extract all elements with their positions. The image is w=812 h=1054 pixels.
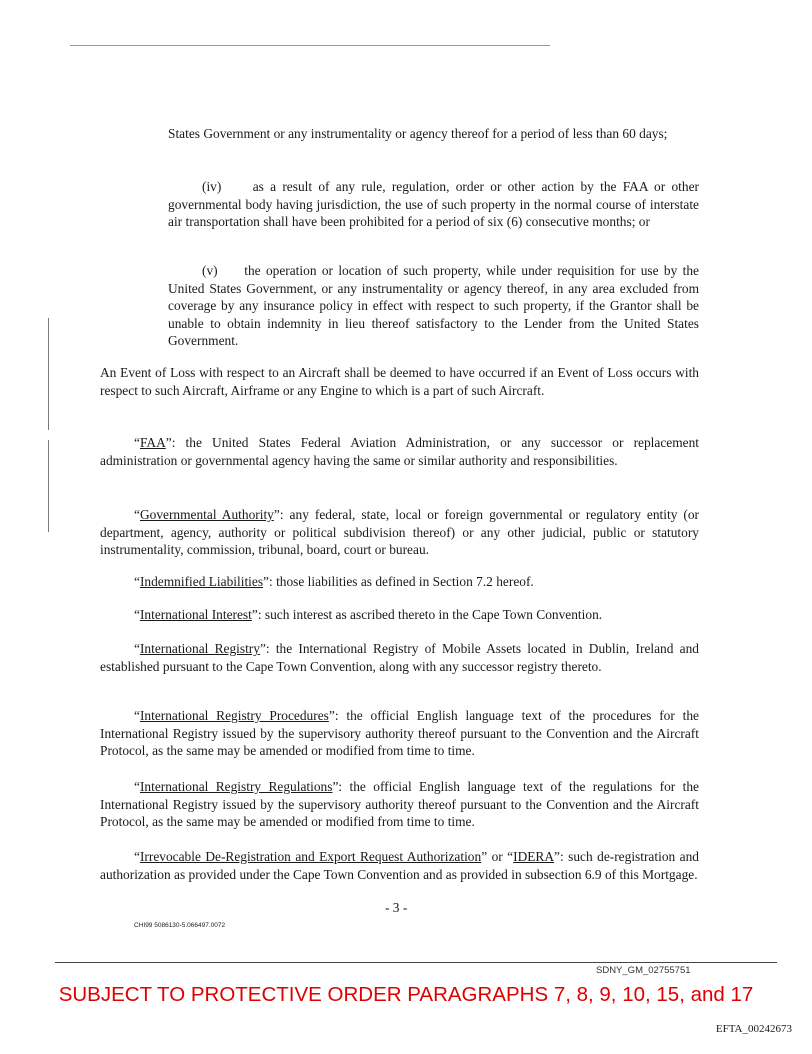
list-item-number: (v) bbox=[202, 263, 218, 278]
continued-paragraph bbox=[168, 125, 699, 143]
defined-term: FAA bbox=[139, 435, 166, 450]
definition-governmental-authority: “Governmental Authority”: any federal, state, local or foreign governmental or regulatory entity (or department, agency, authority or political subdivision thereof) or any other judicial, public or statutory instrumentality, commission, tribunal, board, court or bureau. bbox=[100, 507, 699, 558]
defined-term: International Interest bbox=[139, 607, 252, 622]
list-item-text: (v) the operation or location of such property, while under requisition for use by the United States Government, or any instrumentality or agency thereof, in any area excluded from coverage by any insurance policy in effect with respect to such property, if the Grantor shall be unable to obtain indemnity in lieu thereof satisfactory to the Lender from the United States Government. bbox=[168, 263, 699, 349]
document-id: CHI99 5086130-5.066497.0072 bbox=[134, 922, 226, 929]
definition-international-interest: “International Interest”: such interest as ascribed thereto in the Cape Town Convention. bbox=[134, 607, 603, 622]
list-item-number: (iv) bbox=[202, 179, 222, 194]
definition-international-registry: “International Registry”: the International Registry of Mobile Assets located in Dublin, Ireland and established pursuant to the Cape Town Convention, along with any successor registry thereto. bbox=[100, 641, 699, 674]
bottom-rule bbox=[55, 962, 777, 963]
defined-term: Governmental Authority bbox=[139, 507, 274, 522]
defined-term: International Registry Procedures bbox=[139, 708, 329, 723]
page-number: - 3 - bbox=[385, 900, 408, 915]
definition-indemnified-liabilities: “Indemnified Liabilities”: those liabilities as defined in Section 7.2 hereof. bbox=[134, 574, 534, 589]
definition-faa: “FAA”: the United States Federal Aviation Administration, or any successor or replacement administration or governmental agency having the same or similar authority and responsibilities. bbox=[100, 435, 699, 468]
top-rule bbox=[70, 45, 550, 46]
list-item-v bbox=[168, 262, 699, 350]
definition-idera: “Irrevocable De-Registration and Export Request Authorization” or “IDERA”: such de-registration and authorization as provided under the Cape Town Convention and as provided in subsection 6.9 of this Mortgage. bbox=[100, 849, 699, 882]
protective-order-banner: SUBJECT TO PROTECTIVE ORDER PARAGRAPHS 7, 8, 9, 10, 15, and 17 bbox=[58, 983, 754, 1006]
change-bar bbox=[48, 440, 49, 532]
change-bar bbox=[48, 318, 49, 430]
defined-term: International Registry Regulations bbox=[139, 779, 333, 794]
definition-international-registry-procedures: “International Registry Procedures”: the official English language text of the procedures for the International Registry issued by the supervisory authority thereof pursuant to the Convention and the Aircraft Protocol, as the same may be amended or modified from time to time. bbox=[100, 708, 699, 759]
list-item-text: (iv) as a result of any rule, regulation, order or other action by the FAA or other governmental body having jurisdiction, the use of such property in the normal course of interstate air transportation shall have been prohibited for a period of six (6) consecutive months; or bbox=[168, 179, 699, 230]
event-of-loss-paragraph: An Event of Loss with respect to an Aircraft shall be deemed to have occurred if an Event of Loss occurs with respect to such Aircraft, Airframe or any Engine to which is a part of such Aircraft. bbox=[100, 365, 699, 398]
definition-international-registry-regulations: “International Registry Regulations”: the official English language text of the regulations for the International Registry issued by the supervisory authority thereof pursuant to the Convention and the Aircraft Protocol, as the same may be amended or modified from time to time. bbox=[100, 779, 699, 830]
efta-number: EFTA_00242673 bbox=[715, 1023, 792, 1035]
defined-term: Indemnified Liabilities bbox=[139, 574, 264, 589]
list-item-iv bbox=[168, 178, 699, 231]
defined-term: International Registry bbox=[139, 641, 260, 656]
bates-number: SDNY_GM_02755751 bbox=[596, 965, 691, 976]
defined-term: IDERA bbox=[513, 849, 555, 864]
defined-term: Irrevocable De-Registration and Export Request Authorization bbox=[139, 849, 482, 864]
continued-text: States Government or any instrumentality or agency thereof for a period of less than 60 days; bbox=[168, 126, 668, 141]
